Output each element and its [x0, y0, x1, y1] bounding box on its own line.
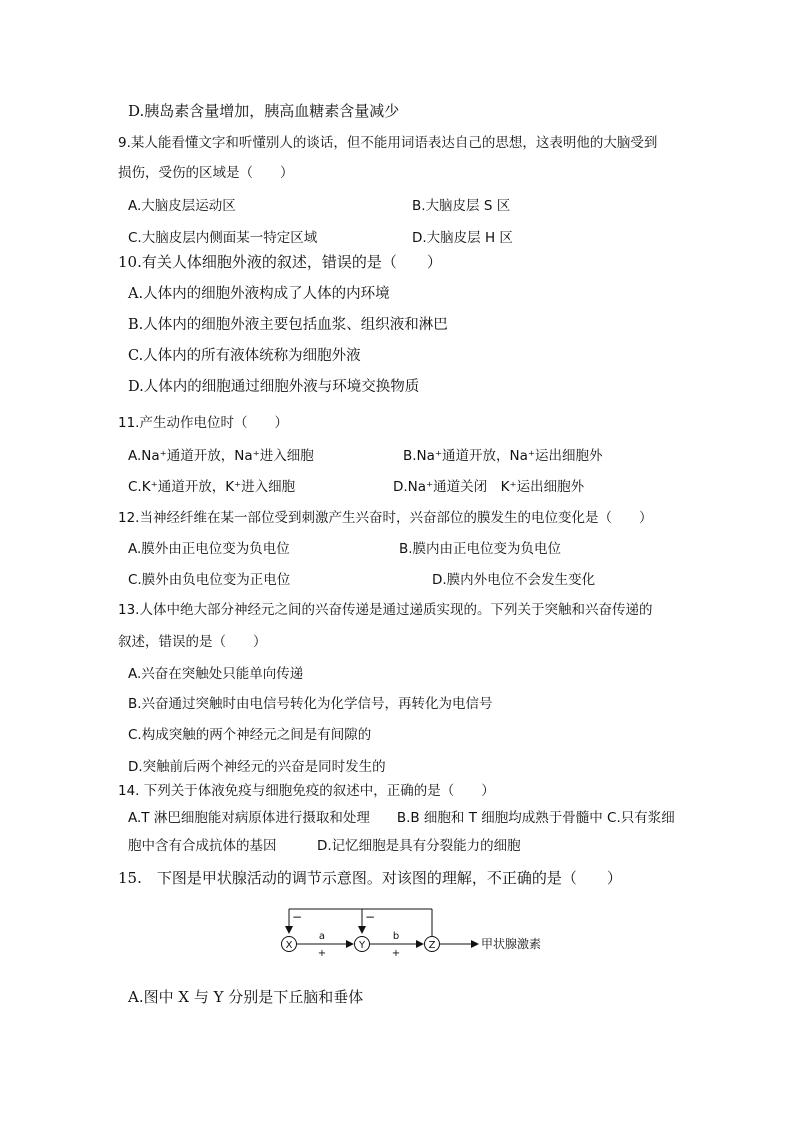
minus-sign-1: − [292, 910, 303, 924]
q9-stem-line2: 损伤，受伤的区域是（ ） [118, 165, 294, 181]
q13-option-d: D.突触前后两个神经元的兴奋是同时发生的 [128, 759, 386, 775]
node-x-label: X [285, 940, 293, 951]
q13-option-a: A.兴奋在突触处只能单向传递 [128, 666, 304, 682]
q12-option-d: D.膜内外电位不会发生变化 [432, 572, 596, 588]
q10-stem: 10.有关人体细胞外液的叙述，错误的是（ ） [118, 253, 442, 271]
q11-option-a: A.Na⁺通道开放，Na⁺进入细胞 [128, 448, 314, 464]
node-z-label: Z [428, 940, 436, 951]
q12-option-a: A.膜外由正电位变为负电位 [128, 541, 290, 557]
q10-option-b: B.人体内的细胞外液主要包括血浆、组织液和淋巴 [128, 317, 448, 333]
q9-option-b: B.大脑皮层 S 区 [412, 198, 511, 214]
q14-options-line2: 胞中含有合成抗体的基因 D.记忆细胞是具有分裂能力的细胞 [128, 838, 521, 854]
q10-option-c: C.人体内的所有液体统称为细胞外液 [128, 348, 361, 364]
q8-option-d: D.胰岛素含量增加，胰高血糖素含量减少 [128, 102, 400, 120]
q9-option-a: A.大脑皮层运动区 [128, 198, 236, 214]
thyroid-regulation-diagram [270, 905, 570, 965]
q13-stem-line2: 叙述，错误的是（ ） [118, 634, 267, 650]
q14-stem: 14. 下列关于体液免疫与细胞免疫的叙述中，正确的是（ ） [118, 783, 495, 799]
q12-option-c: C.膜外由负电位变为正电位 [128, 572, 291, 588]
q11-option-d: D.Na⁺通道关闭 K⁺运出细胞外 [393, 479, 585, 495]
q12-stem: 12.当神经纤维在某一部位受到刺激产生兴奋时，兴奋部位的膜发生的电位变化是（ ） [118, 510, 653, 526]
plus-sign-1: + [317, 948, 327, 959]
q13-stem-line1: 13.人体中绝大部分神经元之间的兴奋传递是通过递质实现的。下列关于突触和兴奋传递的 [118, 602, 653, 618]
minus-sign-2: − [365, 910, 376, 924]
q9-option-c: C.大脑皮层内侧面某一特定区域 [128, 230, 318, 246]
q10-option-a: A.人体内的细胞外液构成了人体的内环境 [128, 286, 390, 302]
q15-stem: 15. 下图是甲状腺活动的调节示意图。对该图的理解，不正确的是（ ） [118, 869, 622, 887]
q15-option-a: A.图中 X 与 Y 分别是下丘脑和垂体 [128, 988, 364, 1006]
node-y-label: Y [358, 940, 366, 951]
q11-option-b: B.Na⁺通道开放，Na⁺运出细胞外 [403, 448, 603, 464]
q12-option-b: B.膜内由正电位变为负电位 [399, 541, 562, 557]
q9-option-d: D.大脑皮层 H 区 [412, 230, 513, 246]
q13-option-b: B.兴奋通过突触时由电信号转化为化学信号，再转化为电信号 [128, 696, 493, 712]
q11-option-c: C.K⁺通道开放，K⁺进入细胞 [128, 479, 296, 495]
q14-options-line1: A.T 淋巴细胞能对病原体进行摄取和处理 B.B 细胞和 T 细胞均成熟于骨髓中 C.只有浆细 [128, 810, 675, 826]
q9-stem-line1: 9.某人能看懂文字和听懂别人的谈话，但不能用词语表达自己的思想，这表明他的大脑受到 [118, 135, 658, 151]
q13-option-c: C.构成突触的两个神经元之间是有间隙的 [128, 727, 372, 743]
q10-option-d: D.人体内的细胞通过细胞外液与环境交换物质 [128, 379, 420, 395]
hormone-b-label: b [392, 931, 400, 942]
thyroid-hormone-label: 甲状腺激素 [481, 937, 542, 951]
plus-sign-2: + [391, 948, 401, 959]
q11-stem: 11.产生动作电位时（ ） [118, 415, 288, 431]
hormone-a-label: a [318, 931, 326, 942]
